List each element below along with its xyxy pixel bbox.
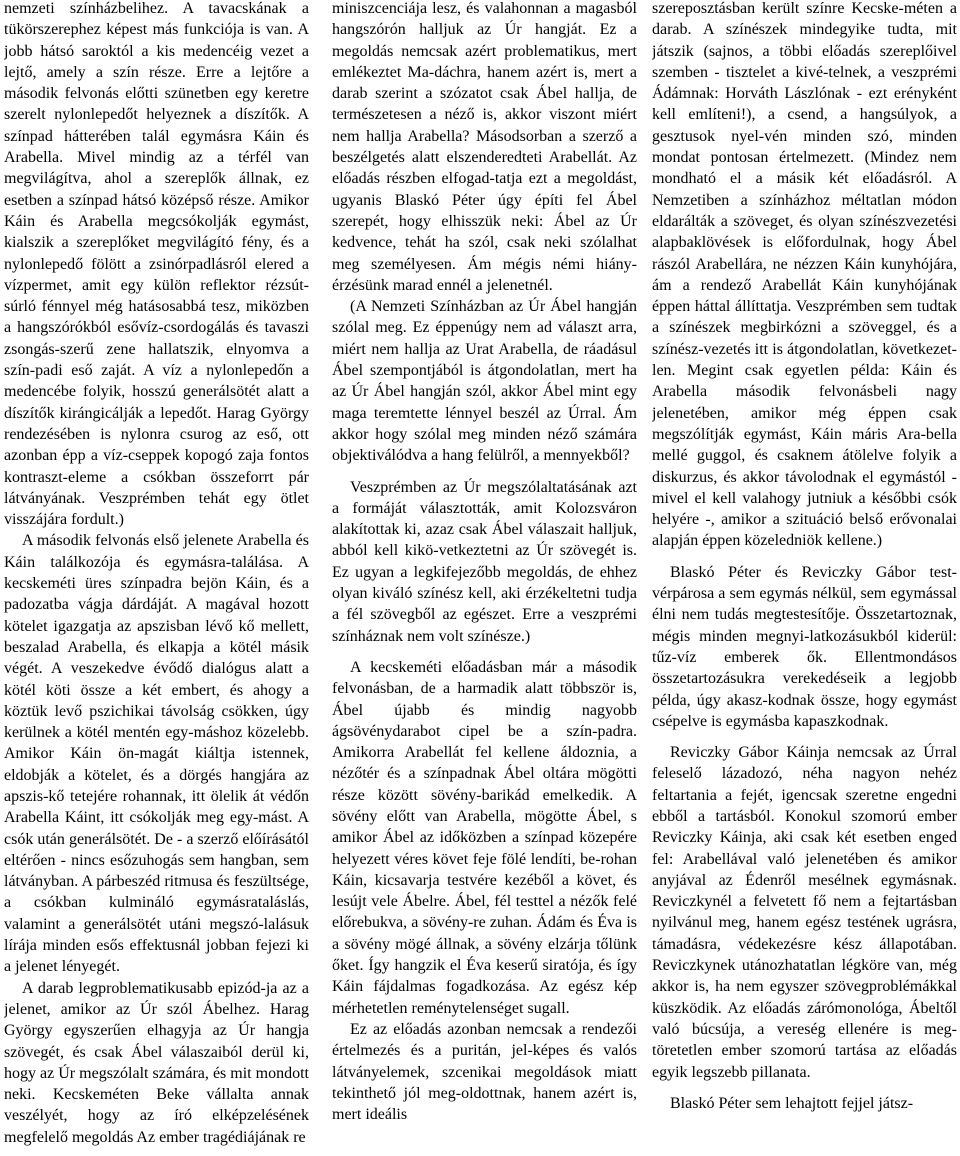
paragraph: miniszcenciája lesz, és valahonnan a magasból hangszórón halljuk az Úr hangját. Ez a megoldás nemcsak azért problematikus, mert emlékeztet Ma-dáchra, hanem azért is, mert a darab szerint a szózatot csak Ábel hallja, de természetesen a néző is, akkor viszont miért nem hallja Arabella? Másodsorban a szerző a beszélgetés alatt elszenderedteti Arabellát. Az előadás részben elfogad-tatja ezt a megoldást, ugyanis Blaskó Péter úgy építi fel Ábel szerepét, hogy elhisszük neki: Ábel az Úr kedvence, tehát ha szól, csak neki szólalhat meg személyesen. Ám mégis némi hiány-érzésünk marad ennél a jelenetnél. bbox=[332, 0, 637, 294]
paragraph: nemzeti színházbelihez. A tavacskának a tükörszerephez képest más funkciója is van. A jobb hátsó saroktól a kis medencéig vezet a lejtő, amely a szín része. Erre a lejtőre a második felvonás előtti szünetben egy keretre szerelt nylonlepedőt helyeznek a díszítők. A színpad hátterében talál egymásra Káin és Arabella. Mivel mindig az a térfél van megvilágítva, ahol a szereplők állnak, ez esetben a színpad hátsó középső része. Amikor Káin és Arabella megcsókolják egymást, kialszik a szereplőket megvilágító fény, és a nylonlepedő fölött a zsinórpadlásról elered a vízpermet, amit egy külön reflektor rézsút-súrló fénnyel még hatásosabbá tesz, miközben a hangszórókból esővíz-csordogálás és tavaszi zsongás-szerű zene hallatszik, elnyomva a szín-padi eső zaját. A víz a nylonlepedőn a medencébe folyik, hosszú generálsötét alatt a díszítők kirángicálják a lepedőt. Harag György rendezésében is nylonra csurog az eső, ott azonban épp a víz-cseppek kopogó zaja fontos kontraszt-eleme a csókban összeforrt pár látványának. Veszprémben tehát egy ötlet visszájára fordult.) bbox=[4, 0, 309, 529]
text-column-1 bbox=[4, 0, 309, 1156]
paragraph: szereposztásban került színre Kecske-méten a darab. A színészek mindegyike tudta, mit játszik (sajnos, a többi előadás szereplőivel szemben - tisztelet a kivé-telnek, a veszprémi Ádámnak: Horváth Lászlónak - ezt erényként kell említeni!), a csend, a hangsúlyok, a gesztusok nyel-vén minden szó, minden mondat pontosan értelmezett. (Mindez nem mondható el a másik két előadásról. A Nemzetiben a színházhoz méltatlan módon eldarálták a szöveget, és olyan színészvezetési alapbaklövések is előfordulnak, hogy Ábel rászól Arabellára, ne nézzen Káin kunyhójára, ám a rendező Arabellát Káin kunyhójának éppen háttal állíttatja. Veszprémben sem tudtak a színészek megbirkózni a szöveggel, és a színész-vezetés itt is átgondolatlan, következet-len. Megint csak egyetlen példa: Káin és Arabella második felvonásbeli nagy jelenetében, amikor még éppen csak megszólítják egymást, Káin máris Ara-bella mellé guggol, és csaknem átölelve folyik a diskurzus, és akkor távolodnak el egymástól - mivel el kell valahogy jutniuk a későbbi csók helyére -, amikor a szituáció belső erővonalai alapján éppen közeledniök kellene.) bbox=[652, 0, 957, 550]
paragraph: A második felvonás első jelenete Arabella és Káin találkozója és egymásra-találása. A kecskeméti üres színpadra bejön Káin, és a padozatba vágja dárdáját. A magával hozott kötelet igazgatja az apszisban lévő kő mellett, beszalad Arabella, és elkapja a kötél másik végét. A veszekedve évődő dialógus alatt a kötél köti össze a két embert, és ahogy a köztük levő pszichikai távolság csökken, úgy kerülnek a kötél mentén egy-máshoz közelebb. Amikor Káin ön-magát kiáltja istennek, eldobják a kötelet, és a dörgés hangjára az apszis-kő tetejére rohannak, itt ölelik át védőn Arabella Káint, itt csókolják meg egy-mást. A csók után generálsötét. De - a szerző előírásától eltérően - nincs esőzuhogás sem hangban, sem látványban. A párbeszéd ritmusa és feszültsége, a csókban kulmináló egymásrataláslás, valamint a generálsötét utáni megszó-lalásuk lírája minden esős effektusnál jobban fejezi ki a jelenet lényegét. bbox=[4, 532, 309, 976]
paragraph: Reviczky Gábor Káinja nemcsak az Úrral feleselő lázadozó, néha nagyon nehéz feltartania a fejét, igencsak szeretne engedni ebből a tartásból. Konokul szomorú ember Reviczky Káinja, aki csak két esetben enged fel: Arabellával való jelenetében és amikor anyjával az Édenről mesélnek egymásnak. Reviczkynél a felvetett fő nem a fejtartásban nyilvánul meg, hanem egész testének ugrásra, támadásra, védekezésre kész állapotában. Reviczkynek utánozhatatlan légköre van, még akkor is, ha nem egyszer szövegproblémákkal küszködik. Az előadás zárómonológa, Ábeltől való búcsúja, a vereség ellenére is meg-töretetlen ember szomorú tartása az előadás egyik legszebb pillanata. bbox=[652, 744, 957, 1081]
paragraph: Veszprémben az Úr megszólaltatásának azt a formáját választották, amit Kolozsváron alakítottak ki, azaz csak Ábel válaszait halljuk, abból kell kikö-vetkeztetni az Úr szövegét is. Ez ugyan a legkifejezőbb megoldás, de ehhez olyan kiváló színész kell, aki érzékeltetni tudja a fél szövegből az egészet. Erre a veszprémi színháznak nem volt színésze.) bbox=[332, 478, 637, 645]
paragraph: A darab legproblematikusabb epizód-ja az a jelenet, amikor az Úr szól Ábelhez. Harag György egyszerűen elhagyja az Úr hangja szövegét, és csak Ábel válaszaiból derül ki, hogy az Úr megszólalt számára, és mit mondott neki. Kecskeméten Beke vállalta annak veszélyét, hogy az író elképzelésének megfelelő megoldás Az ember tragédiájának re bbox=[4, 979, 309, 1146]
paragraph: Blaskó Péter és Reviczky Gábor test-vérpárosa a sem egymás nélkül, sem egymással élni nem tudás megtestesítője. Összetartoznak, mégis minden megnyi-latkozásukból kiderül: tűz-víz emberek ők. Ellentmondásos összetartozásukra verekedéseik a legjobb példa, úgy akasz-kodnak össze, hogy egymást csépelve is egymásba kapaszkodnak. bbox=[652, 563, 957, 730]
paragraph: A kecskeméti előadásban már a második felvonásban, de a harmadik alatt többször is, Ábel újabb és mindig nagyobb ágsövénydarabot cipel be a szín-padra. Amikorra Arabellát fel kellene áldoznia, a nézőtér és a színpadnak Ábel oltára mögötti része között sövény-barikád emelkedik. A sövény előtt van Arabella, mögötte Ábel, s amikor Ábel az időközben a színpad közepére helyezett véres követ feje fölé lendíti, be-rohan Káin, kicsavarja testvére kezéből a követ, és lesújt vele Ábelre. Ábel, fél testtel a nézők felé előrebukva, a sövény-re zuhan. Ádám és Éva is a sövény mögé állnak, a sövény elzárja tőlünk őket. Így hangzik el Éva keserű siratója, és így Káin fájdalmas fogadkozása. Az egész kép mérhetetlen reménytelenséget sugall. bbox=[332, 658, 637, 1017]
text-column-3 bbox=[652, 0, 957, 1156]
paragraph: (A Nemzeti Színházban az Úr Ábel hangján szólal meg. Ez éppenúgy nem ad választ arra, miért nem hallja az Urat Arabella, de ráadásul Ábel szempontjából is átgondolatlan, mert ha az Úr Ábel hangján szól, akkor Ábel mint egy maga teremtette lénnyel beszél az Úrral. Ám akkor hogy szólal meg minden néző számára objektiválódva a hang felülről, a mennyekből? bbox=[332, 298, 637, 465]
paragraph: Blaskó Péter sem lehajtott fejjel játsz- bbox=[670, 1094, 914, 1112]
paragraph: Ez az előadás azonban nemcsak a rendezői értelmezés és a puritán, jel-képes és valós látványelemek, szcenikai megoldások miatt tekinthető jól meg-oldottnak, hanem azért is, mert ideális bbox=[332, 1020, 637, 1124]
text-column-2 bbox=[332, 0, 637, 1156]
